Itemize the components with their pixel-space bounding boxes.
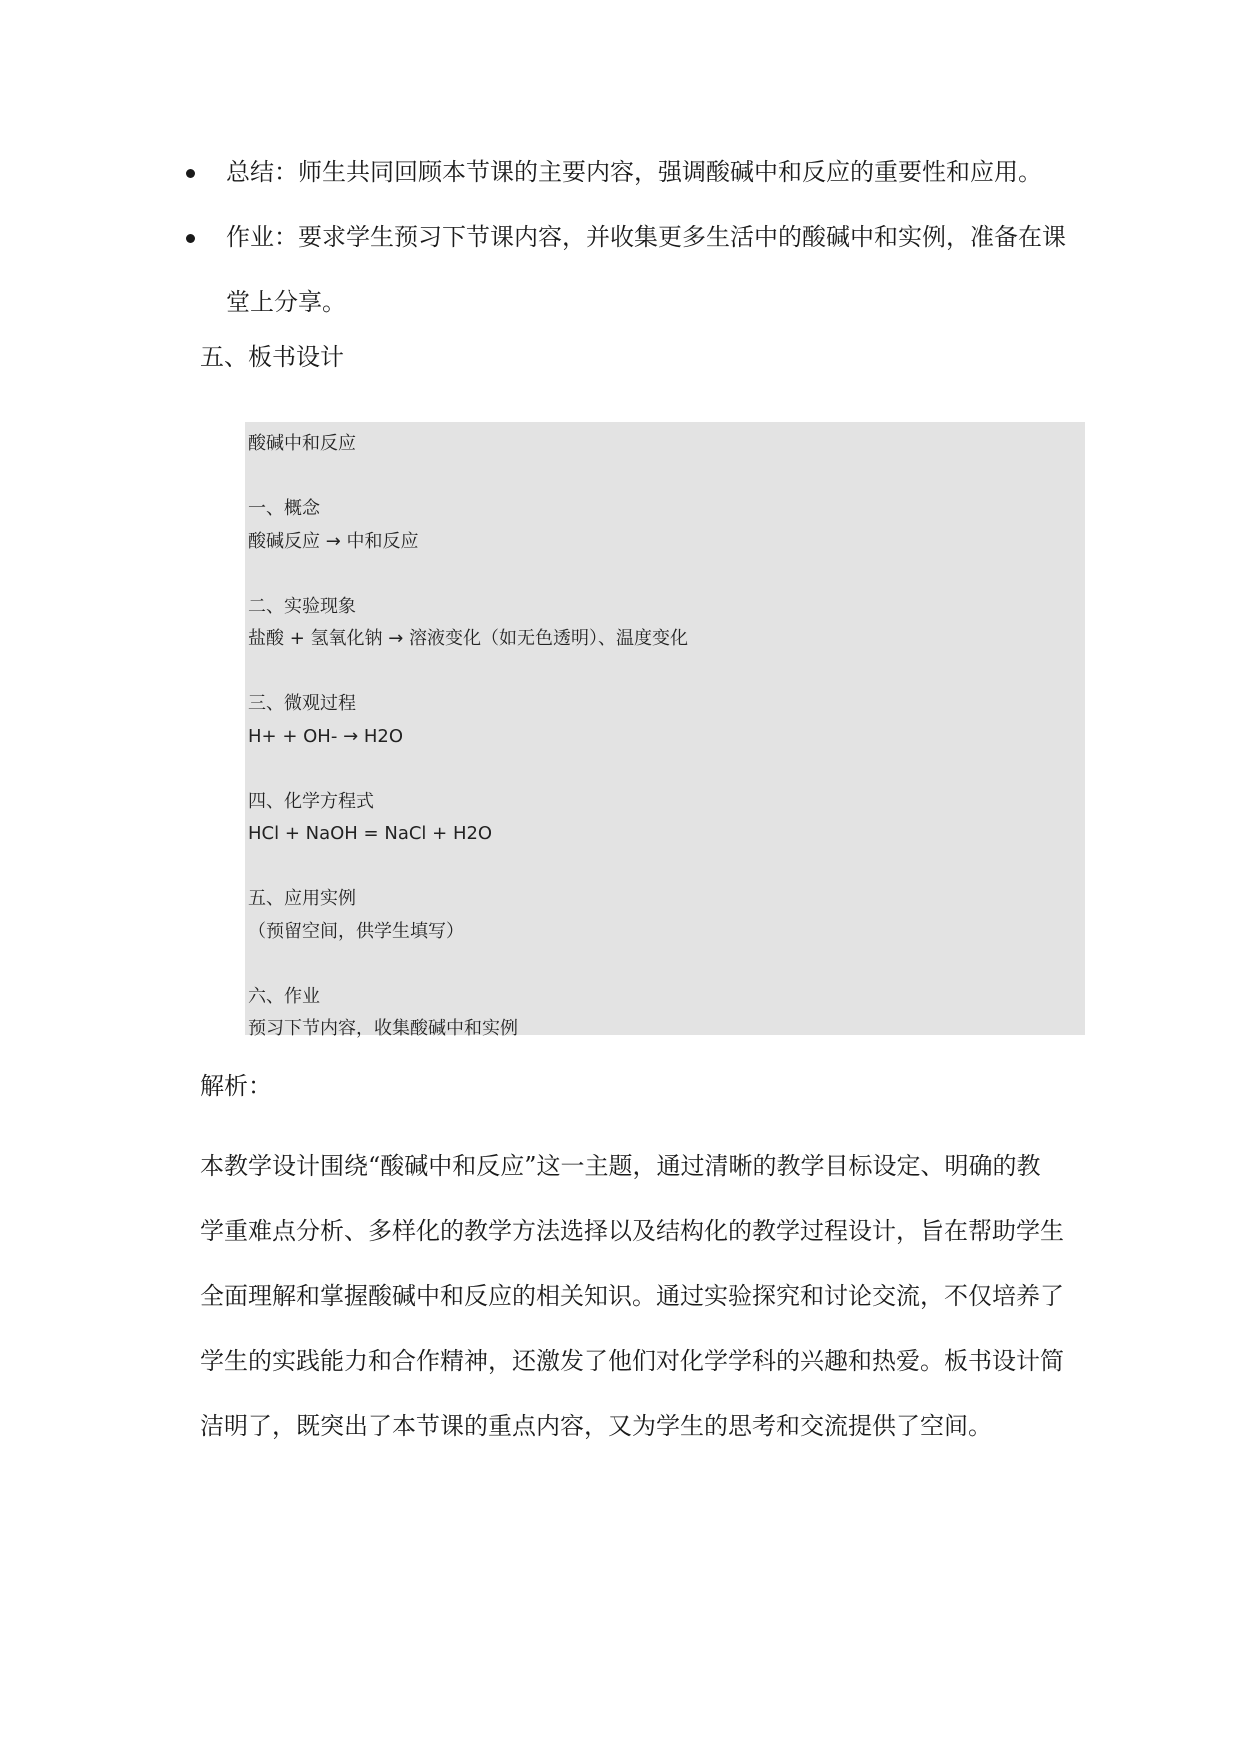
bullet-text-line: 作业：要求学生预习下节课内容，并收集更多生活中的酸碱中和实例，准备在课 — [226, 223, 1066, 251]
board-title: 酸碱中和反应 — [248, 433, 356, 454]
analysis-text-line: 洁明了，既突出了本节课的重点内容，又为学生的思考和交流提供了空间。 — [200, 1412, 992, 1440]
bullet-text-line: 堂上分享。 — [226, 288, 346, 316]
lesson-steps-list — [186, 140, 1086, 335]
analysis-text-line: 本教学设计围绕“酸碱中和反应”这一主题，通过清晰的教学目标设定、明确的教 — [200, 1152, 1041, 1180]
bullet-text-line: 总结：师生共同回顾本节课的主要内容，强调酸碱中和反应的重要性和应用。 — [226, 158, 1042, 186]
bullet-dot-icon — [186, 234, 195, 243]
board-heading-homework: 六、作业 — [248, 985, 320, 1007]
analysis-title: 解析： — [200, 1072, 272, 1100]
board-blank-line — [248, 851, 1085, 884]
board-design-box — [245, 422, 1085, 1039]
board-blank-line — [248, 656, 1085, 689]
analysis-text-line: 学重难点分析、多样化的教学方法选择以及结构化的教学过程设计，旨在帮助学生 — [200, 1217, 1064, 1245]
board-text-homework: 预习下节内容，收集酸碱中和实例 — [248, 1018, 518, 1039]
bullet-summary — [186, 140, 1086, 205]
bullet-dot-icon — [186, 169, 195, 178]
analysis-paragraph — [200, 1134, 1086, 1459]
board-text-concept: 酸碱反应 → 中和反应 — [248, 530, 419, 552]
bullet-homework — [186, 205, 1086, 335]
board-heading-experiment: 二、实验现象 — [248, 595, 356, 617]
analysis-text-line: 全面理解和掌握酸碱中和反应的相关知识。通过实验探究和讨论交流，不仅培养了 — [200, 1282, 1064, 1310]
board-heading-micro-process: 三、微观过程 — [248, 693, 356, 714]
board-blank-line — [248, 558, 1085, 591]
board-heading-applications: 五、应用实例 — [248, 888, 356, 909]
board-blank-line — [248, 461, 1085, 494]
board-text-applications: （预留空间，供学生填写） — [248, 920, 464, 942]
board-text-equation: HCl + NaOH = NaCl + H2O — [248, 823, 493, 844]
board-blank-line — [248, 948, 1085, 981]
board-text-micro-process: H+ + OH- → H2O — [248, 725, 404, 747]
board-heading-concept: 一、概念 — [248, 498, 320, 519]
section-heading-board-design: 五、板书设计 — [200, 343, 344, 371]
board-text-experiment: 盐酸 + 氢氧化钠 → 溶液变化（如无色透明）、温度变化 — [248, 628, 689, 649]
board-heading-equation: 四、化学方程式 — [248, 790, 374, 812]
analysis-text-line: 学生的实践能力和合作精神，还激发了他们对化学学科的兴趣和热爱。板书设计简 — [200, 1347, 1064, 1375]
board-blank-line — [248, 753, 1085, 786]
